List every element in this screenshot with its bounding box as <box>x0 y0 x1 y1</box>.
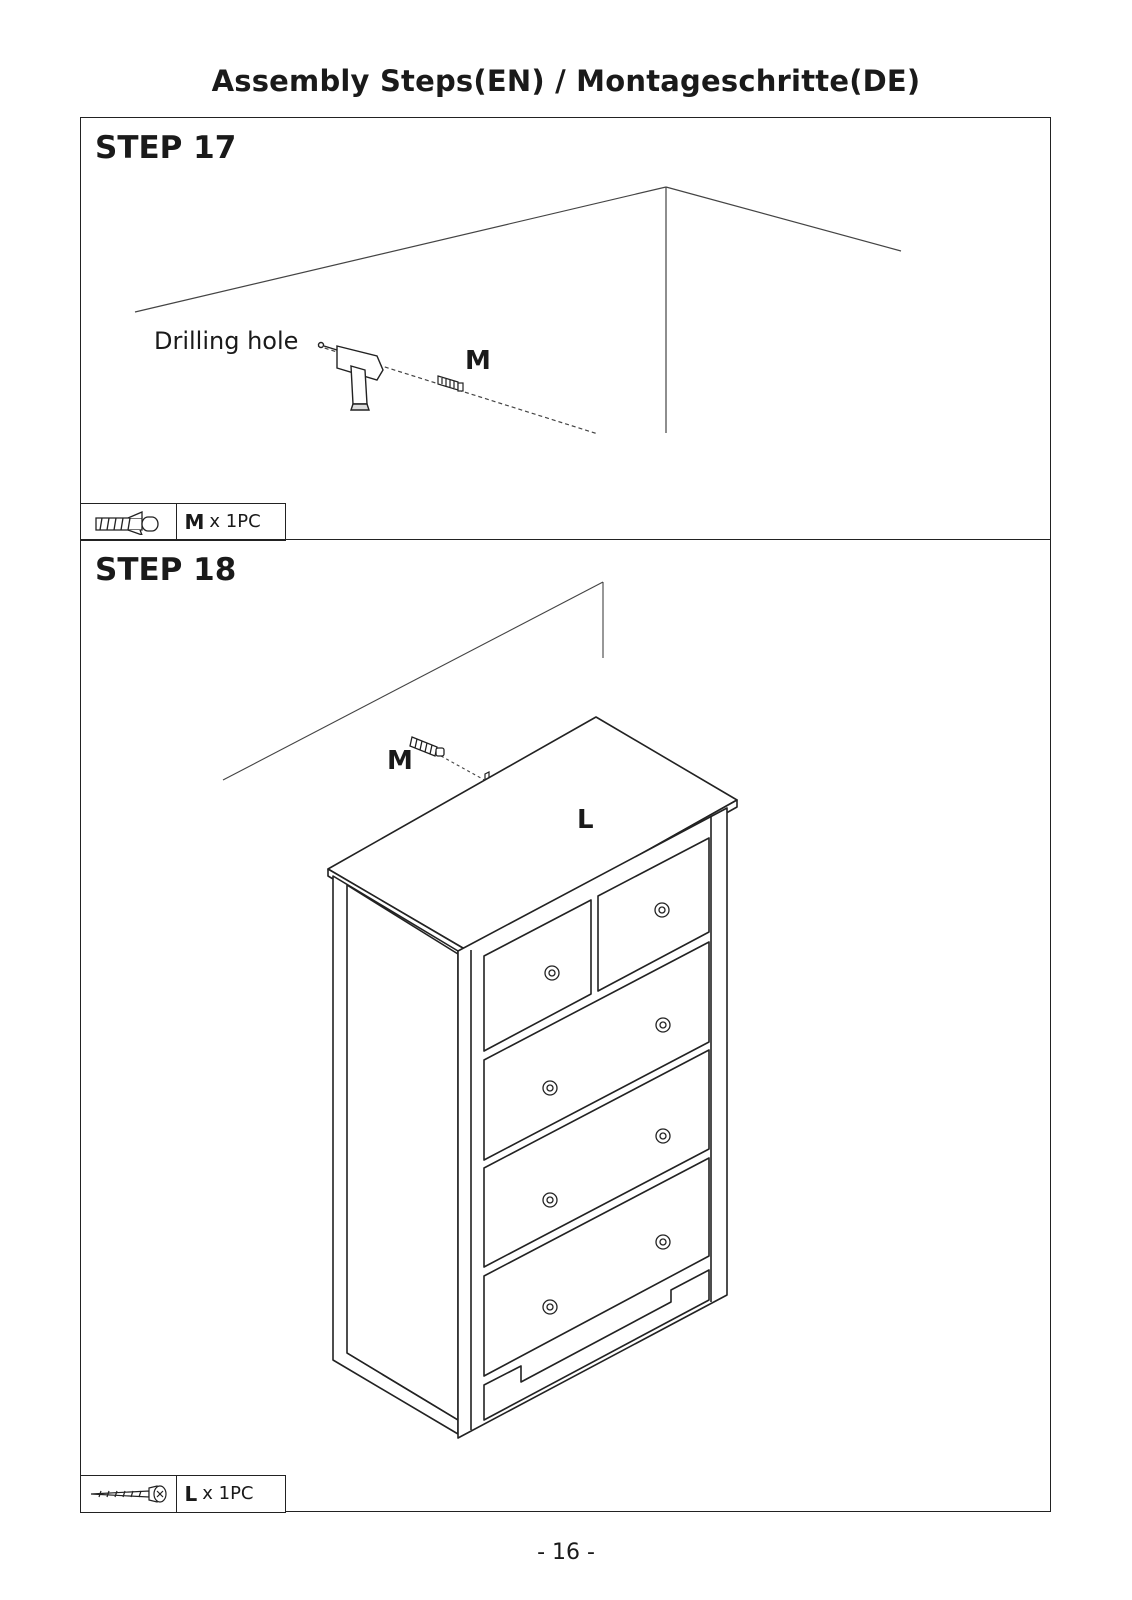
step-17-panel <box>80 117 1051 540</box>
step-17-heading: STEP 17 <box>95 130 237 166</box>
anchor-part-label: M <box>387 746 413 776</box>
step-18-panel <box>80 539 1051 1512</box>
screw-part-label: L <box>577 805 594 835</box>
wall-anchor-icon <box>410 737 444 756</box>
knob-icon <box>543 1081 557 1095</box>
knob-icon <box>656 1235 670 1249</box>
wall-anchor-icon <box>81 504 177 540</box>
hardware-box-l <box>80 1475 286 1513</box>
knob-icon <box>543 1193 557 1207</box>
screw-icon <box>81 1476 177 1512</box>
ceiling-line-left <box>135 187 666 312</box>
ceiling-line-right <box>666 187 901 251</box>
knob-icon <box>545 966 559 980</box>
knob-icon <box>655 903 669 917</box>
drill-icon <box>319 343 384 411</box>
hardware-box-m <box>80 503 286 541</box>
step-18-illustration <box>81 540 1049 1510</box>
anchor-part-label: M <box>465 346 491 376</box>
hardware-code-l: L <box>184 1481 198 1506</box>
knob-icon <box>656 1129 670 1143</box>
page-title: Assembly Steps(EN) / Montageschritte(DE) <box>211 64 921 98</box>
chest-of-drawers <box>328 717 737 1438</box>
hardware-qty-m: x 1PC <box>209 511 261 532</box>
knob-icon <box>543 1300 557 1314</box>
step-18-heading: STEP 18 <box>95 552 237 588</box>
knob-icon <box>656 1018 670 1032</box>
hardware-code-m: M <box>184 509 205 534</box>
wall-anchor-icon <box>438 376 463 391</box>
hardware-qty-l: x 1PC <box>202 1483 254 1504</box>
drilling-hole-label: Drilling hole <box>154 327 299 355</box>
page-number: - 16 - <box>537 1540 595 1565</box>
